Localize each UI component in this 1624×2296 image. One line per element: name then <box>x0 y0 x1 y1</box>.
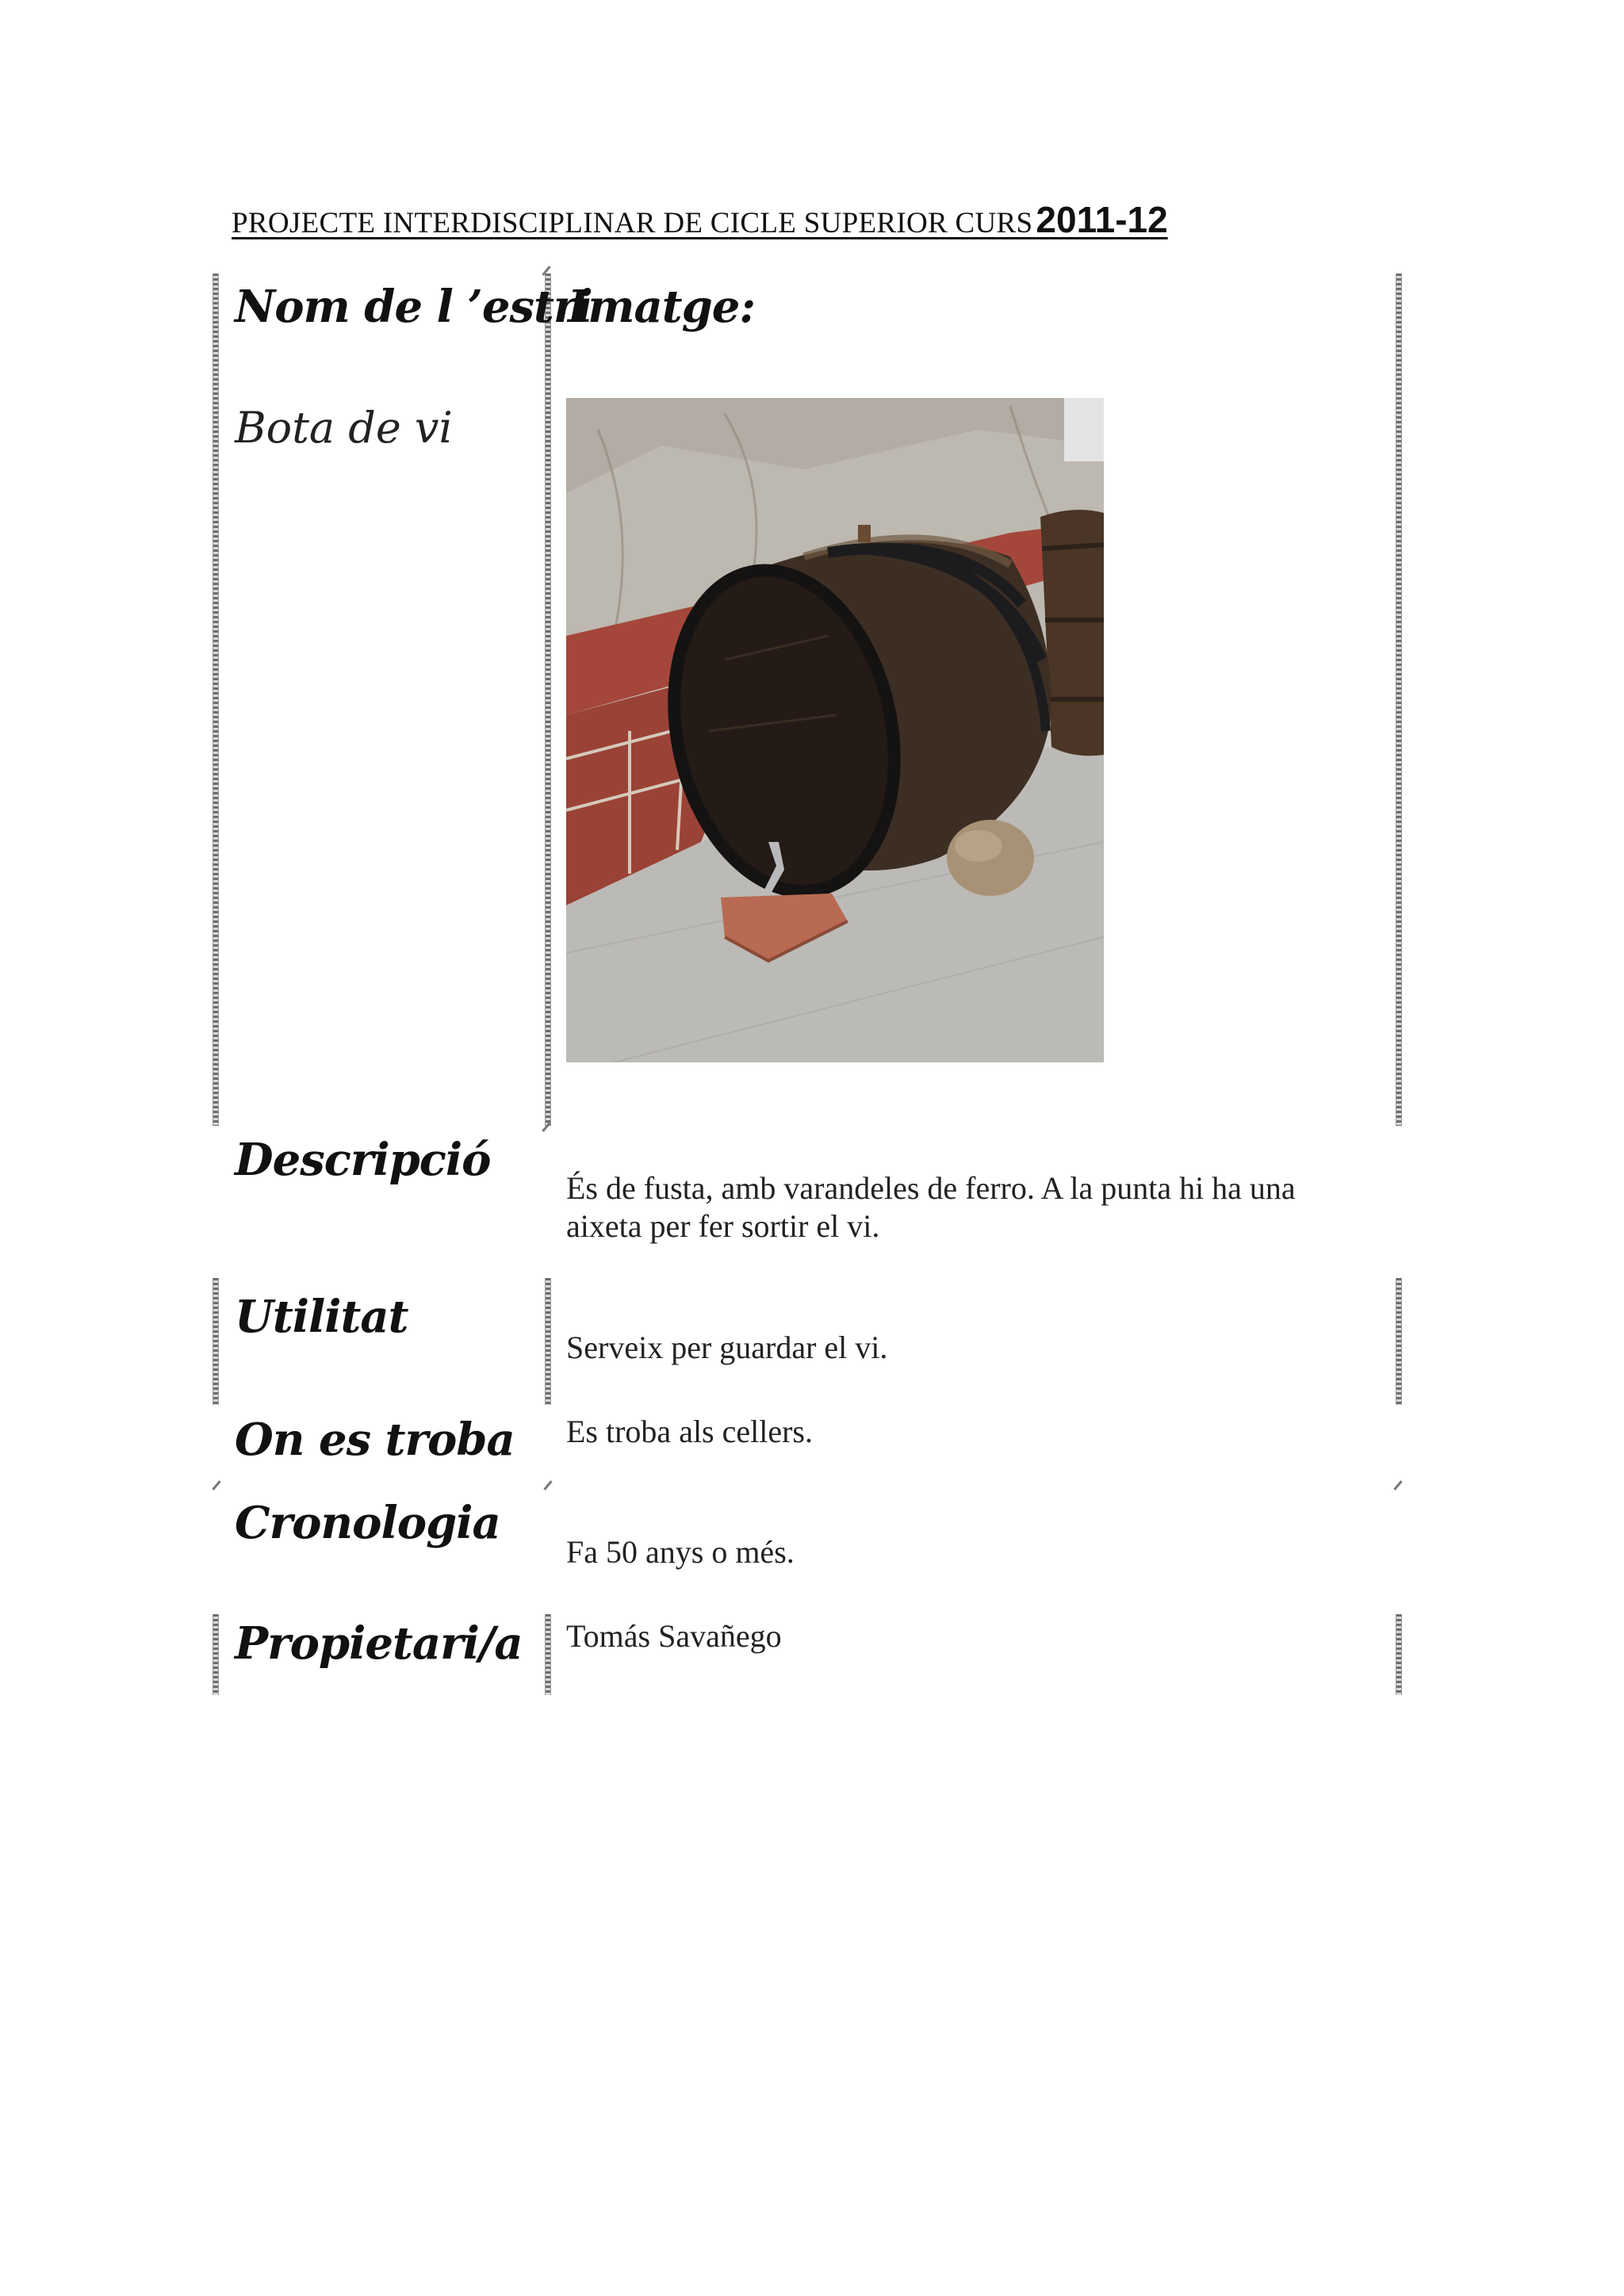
border-tick <box>212 1480 220 1490</box>
document-header <box>232 198 1168 241</box>
border-rope-right-propietari <box>1396 1614 1402 1695</box>
descripcio-label: Descripció <box>235 1134 491 1186</box>
cronologia-label: Cronologia <box>235 1497 500 1549</box>
propietari-label: Propietari/a <box>235 1617 523 1670</box>
border-tick <box>1393 1480 1402 1490</box>
border-tick <box>543 1480 552 1490</box>
nom-value: Bota de vi <box>235 403 453 453</box>
border-rope-left-top <box>213 274 219 1126</box>
header-year: 2011-12 <box>1036 199 1168 240</box>
imatge-label: Imatge: <box>568 281 756 333</box>
border-rope-middle-propietari <box>545 1614 551 1695</box>
header-title: PROJECTE INTERDISCIPLINAR DE CICLE SUPERIOR CURS <box>232 207 1033 239</box>
border-rope-middle-top <box>545 274 551 1126</box>
utilitat-label: Utilitat <box>235 1291 408 1343</box>
propietari-value: Tomás Savañego <box>566 1618 782 1654</box>
border-rope-right-top <box>1396 274 1402 1126</box>
cronologia-value: Fa 50 anys o més. <box>566 1534 795 1570</box>
border-tick <box>542 1122 550 1132</box>
border-rope-right-utilitat <box>1396 1278 1402 1405</box>
border-rope-middle-utilitat <box>545 1278 551 1405</box>
utilitat-value: Serveix per guardar el vi. <box>566 1330 888 1365</box>
on-es-troba-label: On es troba <box>235 1414 515 1466</box>
nom-label: Nom de l ’estri <box>235 281 592 333</box>
border-rope-left-utilitat <box>213 1278 219 1405</box>
border-rope-left-propietari <box>213 1614 219 1695</box>
on-es-troba-value: Es troba als cellers. <box>566 1414 813 1449</box>
wine-barrel-photo <box>566 398 1104 1062</box>
descripcio-value: És de fusta, amb varandeles de ferro. A la punta hi ha una aixeta per fer sortir el vi. <box>566 1170 1296 1244</box>
